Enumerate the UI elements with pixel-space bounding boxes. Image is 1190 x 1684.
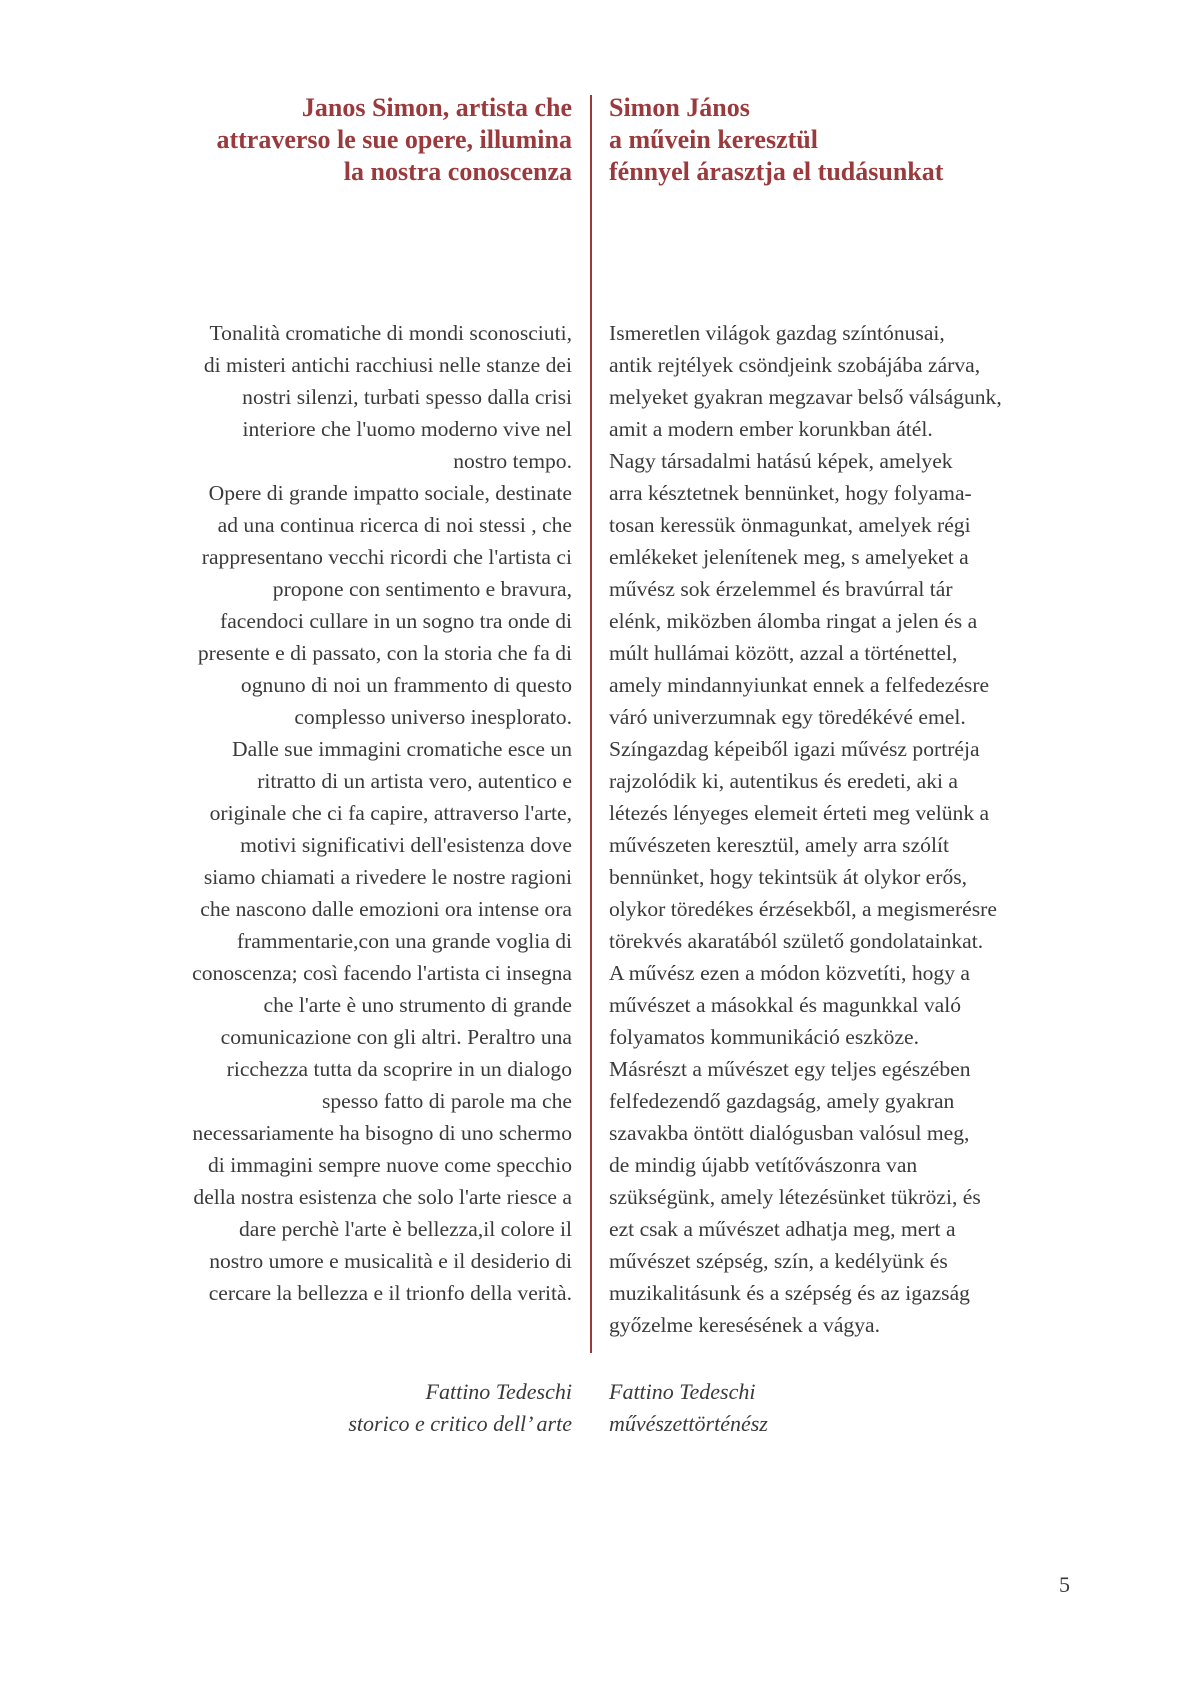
body-line: A művész ezen a módon közvetíti, hogy a (609, 961, 970, 985)
body-line: Ismeretlen világok gazdag színtónusai, (609, 321, 945, 345)
body-line: szavakba öntött dialógusban valósul meg, (609, 1121, 970, 1145)
body-line: váró univerzumnak egy töredékévé emel. (609, 705, 966, 729)
body-line: conoscenza; così facendo l'artista ci insegna (192, 961, 572, 985)
body-line: facendoci cullare in un sogno tra onde di (220, 609, 572, 633)
body-line: Tonalità cromatiche di mondi sconosciuti, (209, 321, 572, 345)
body-line: arra késztetnek bennünket, hogy folyama- (609, 481, 972, 505)
body-line: della nostra esistenza che solo l'arte riesce a (193, 1185, 572, 1209)
body-line: ognuno di noi un frammento di questo (240, 673, 572, 697)
body-line: dare perchè l'arte è bellezza,il colore il (239, 1217, 572, 1241)
body-line: cercare la bellezza e il trionfo della verità. (208, 1281, 572, 1305)
body-line: győzelme keresésének a vágya. (609, 1313, 880, 1337)
body-line: necessariamente ha bisogno di uno schermo (192, 1121, 572, 1145)
body-line: siamo chiamati a rivedere le nostre ragioni (203, 865, 572, 889)
body-line: szükségünk, amely létezésünket tükrözi, és (609, 1185, 981, 1209)
body-line: elénk, miközben álomba ringat a jelen és a (609, 609, 978, 633)
title-line: a művein keresztül (609, 125, 818, 154)
body-line: antik rejtélyek csöndjeink szobájába zárva, (609, 353, 981, 377)
body-line: nostro umore e musicalità e il desiderio di (209, 1249, 572, 1273)
body-line: de mindig újabb vetítővászonra van (609, 1153, 918, 1177)
body-line: ricchezza tutta da scoprire in un dialogo (226, 1057, 572, 1081)
italian-title (100, 92, 572, 188)
hungarian-body (609, 317, 1079, 1341)
body-line: művész sok érzelemmel és bravúrral tár (609, 577, 953, 601)
signature-name: Fattino Tedeschi (425, 1379, 572, 1404)
body-line: Másrészt a művészet egy teljes egészében (609, 1057, 971, 1081)
signature-role: művészettörténész (609, 1411, 768, 1436)
body-line: di misteri antichi racchiusi nelle stanze dei (203, 353, 572, 377)
body-line: emlékeket jelenítenek meg, s amelyeket a (609, 545, 969, 569)
column-divider (590, 95, 592, 1353)
body-line: ritratto di un artista vero, autentico e (257, 769, 572, 793)
body-line: folyamatos kommunikáció eszköze. (609, 1025, 920, 1049)
body-line: propone con sentimento e bravura, (272, 577, 572, 601)
body-line: Színgazdag képeiből igazi művész portréja (609, 737, 980, 761)
hungarian-column (609, 92, 1079, 1436)
body-line: létezés lényeges elemeit érteti meg velünk a (609, 801, 990, 825)
body-line: múlt hullámai között, azzal a történettel, (609, 641, 958, 665)
body-line: bennünket, hogy tekintsük át olykor erős, (609, 865, 968, 889)
body-line: comunicazione con gli altri. Peraltro una (220, 1025, 572, 1049)
body-line: nostri silenzi, turbati spesso dalla crisi (242, 385, 572, 409)
body-line: Nagy társadalmi hatású képek, amelyek (609, 449, 953, 473)
body-line: che l'arte è uno strumento di grande (263, 993, 572, 1017)
hungarian-title (609, 92, 1079, 188)
title-line: attraverso le sue opere, illumina (216, 125, 572, 154)
body-line: ad una continua ricerca di noi stessi , che (217, 513, 572, 537)
body-line: törekvés akaratából születő gondolatainkat. (609, 929, 984, 953)
body-line: amely mindannyiunkat ennek a felfedezésre (609, 673, 990, 697)
body-line: tosan keressük önmagunkat, amelyek régi (609, 513, 971, 537)
body-line: művészeten keresztül, amely arra szólít (609, 833, 949, 857)
body-line: amit a modern ember korunkban átél. (609, 417, 933, 441)
body-line: rajzolódik ki, autentikus és eredeti, aki a (609, 769, 958, 793)
body-line: rappresentano vecchi ricordi che l'artista ci (201, 545, 572, 569)
body-line: Opere di grande impatto sociale, destinate (208, 481, 572, 505)
signature-name: Fattino Tedeschi (609, 1379, 756, 1404)
body-line: che nascono dalle emozioni ora intense ora (200, 897, 572, 921)
body-line: interiore che l'uomo moderno vive nel (242, 417, 572, 441)
body-line: originale che ci fa capire, attraverso l'arte, (209, 801, 572, 825)
body-line: complesso universo inesplorato. (294, 705, 572, 729)
title-line: fénnyel árasztja el tudásunkat (609, 157, 944, 186)
body-line: ezt csak a művészet adhatja meg, mert a (609, 1217, 956, 1241)
body-line: muzikalitásunk és a szépség és az igazság (609, 1281, 970, 1305)
title-line: Simon János (609, 93, 750, 122)
body-line: frammentarie,con una grande voglia di (236, 929, 572, 953)
body-line: olykor töredékes érzésekből, a megismerésre (609, 897, 997, 921)
italian-body (100, 317, 572, 1309)
body-line: nostro tempo. (453, 449, 572, 473)
hungarian-signature (609, 1376, 1079, 1440)
body-line: presente e di passato, con la storia che fa di (197, 641, 572, 665)
body-line: Dalle sue immagini cromatiche esce un (232, 737, 572, 761)
italian-signature (100, 1376, 572, 1440)
body-line: spesso fatto di parole ma che (321, 1089, 572, 1113)
body-line: motivi significativi dell'esistenza dove (240, 833, 572, 857)
italian-column (100, 92, 572, 1436)
body-line: di immagini sempre nuove come specchio (208, 1153, 572, 1177)
title-line: Janos Simon, artista che (301, 93, 572, 122)
body-line: melyeket gyakran megzavar belső válságunk, (609, 385, 1002, 409)
body-line: művészet szépség, szín, a kedélyünk és (609, 1249, 948, 1273)
page-number: 5 (1059, 1572, 1070, 1597)
signature-role: storico e critico dell’ arte (348, 1411, 572, 1436)
body-line: felfedezendő gazdagság, amely gyakran (609, 1089, 955, 1113)
title-line: la nostra conoscenza (343, 157, 572, 186)
body-line: művészet a másokkal és magunkkal való (609, 993, 961, 1017)
